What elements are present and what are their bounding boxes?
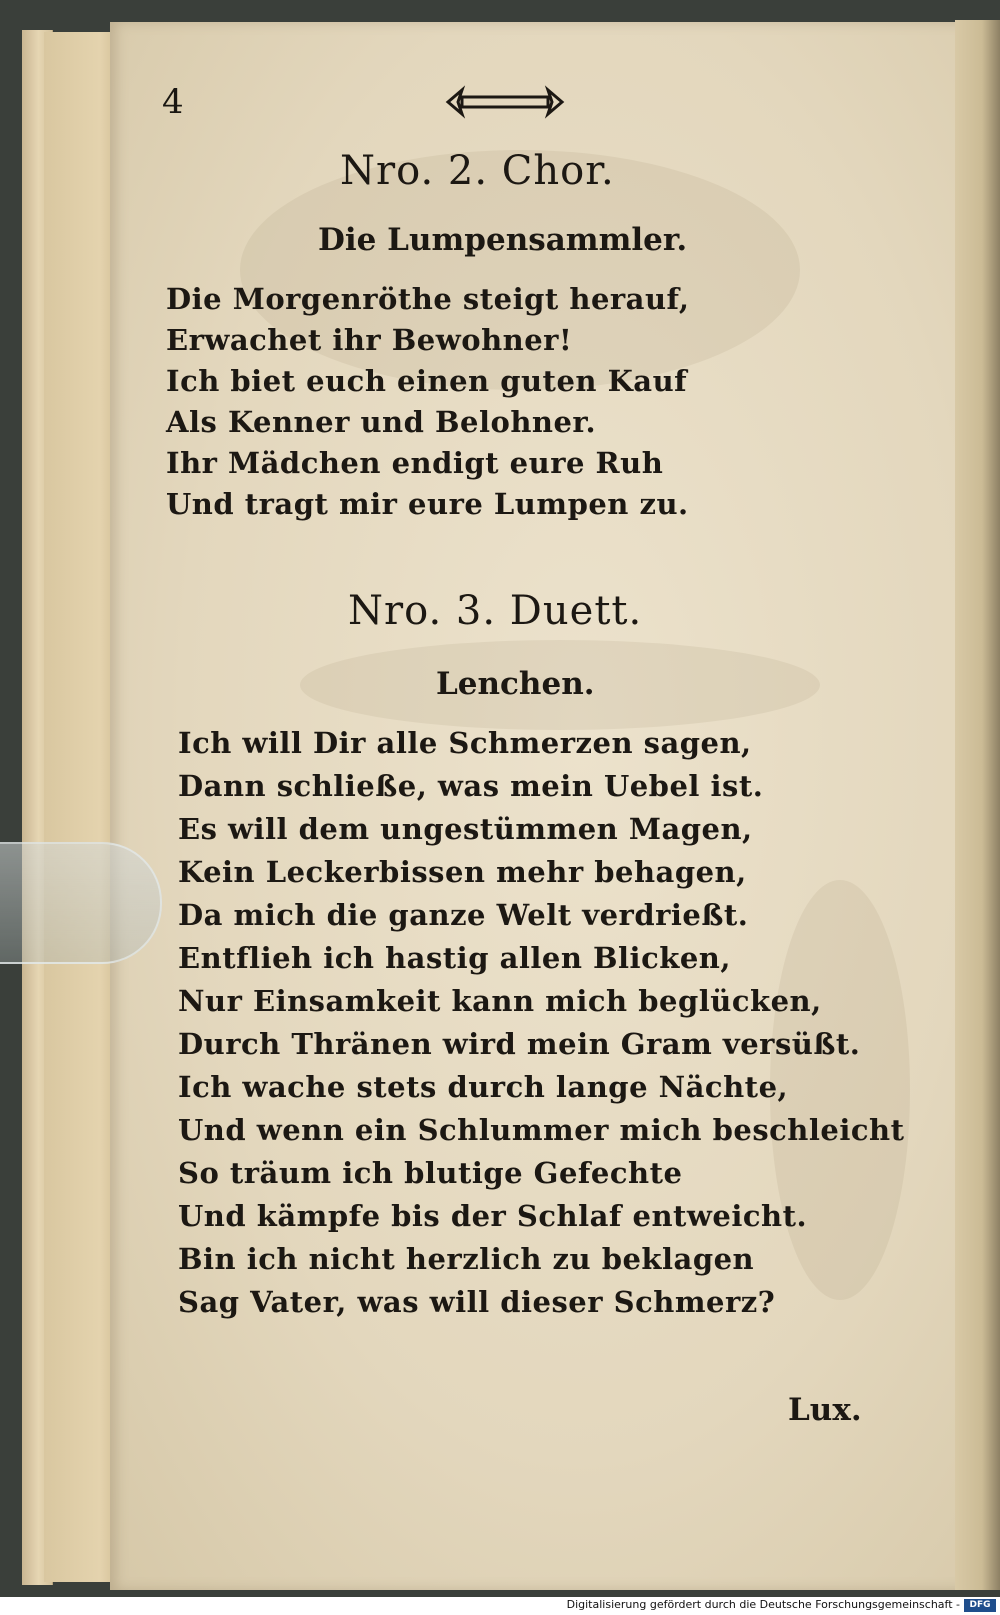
footer-credit: Digitalisierung gefördert durch die Deutsche Forschungsgemeinschaft - (566, 1598, 960, 1611)
verse-line: Und tragt mir eure Lumpen zu. (166, 487, 689, 521)
verse-line: Dann schließe, was mein Uebel ist. (178, 769, 764, 803)
verse-line: Und wenn ein Schlummer mich beschleicht (178, 1113, 905, 1147)
bleed-through-stain (770, 880, 910, 1300)
section1-subheading: Die Lumpensammler. (318, 222, 688, 258)
verse-line: Erwachet ihr Bewohner! (166, 323, 573, 357)
section1-heading: Nro. 2. Chor. (340, 148, 615, 194)
verse-line: Durch Thränen wird mein Gram versüßt. (178, 1027, 861, 1061)
verse-line: Ich will Dir alle Schmerzen sagen, (178, 726, 752, 760)
dfg-logo: DFG (964, 1599, 996, 1612)
page-clip (0, 842, 162, 964)
verse-line: Ich biet euch einen guten Kauf (166, 364, 688, 398)
section2-subheading: Lenchen. (436, 666, 595, 702)
verse-line: Entflieh ich hastig allen Blicken, (178, 941, 731, 975)
verse-line: Und kämpfe bis der Schlaf entweicht. (178, 1199, 808, 1233)
verse-line: So träum ich blutige Gefechte (178, 1156, 683, 1190)
verse-line: Da mich die ganze Welt verdrießt. (178, 898, 749, 932)
verse-line: Als Kenner und Belohner. (166, 405, 597, 439)
verse-line: Bin ich nicht herzlich zu beklagen (178, 1242, 755, 1276)
page-number: 4 (162, 82, 184, 122)
verse-line: Kein Leckerbissen mehr behagen, (178, 855, 747, 889)
verse-line: Sag Vater, was will dieser Schmerz? (178, 1285, 776, 1319)
catchword: Lux. (788, 1392, 862, 1428)
verse-line: Nur Einsamkeit kann mich beglücken, (178, 984, 822, 1018)
verse-line: Die Morgenröthe steigt herauf, (166, 282, 690, 316)
ornament-icon (440, 82, 570, 122)
book-edge-right (955, 20, 1000, 1590)
section2-heading: Nro. 3. Duett. (348, 588, 643, 634)
verse-line: Es will dem ungestümmen Magen, (178, 812, 753, 846)
verse-line: Ich wache stets durch lange Nächte, (178, 1070, 789, 1104)
verse-line: Ihr Mädchen endigt eure Ruh (166, 446, 664, 480)
